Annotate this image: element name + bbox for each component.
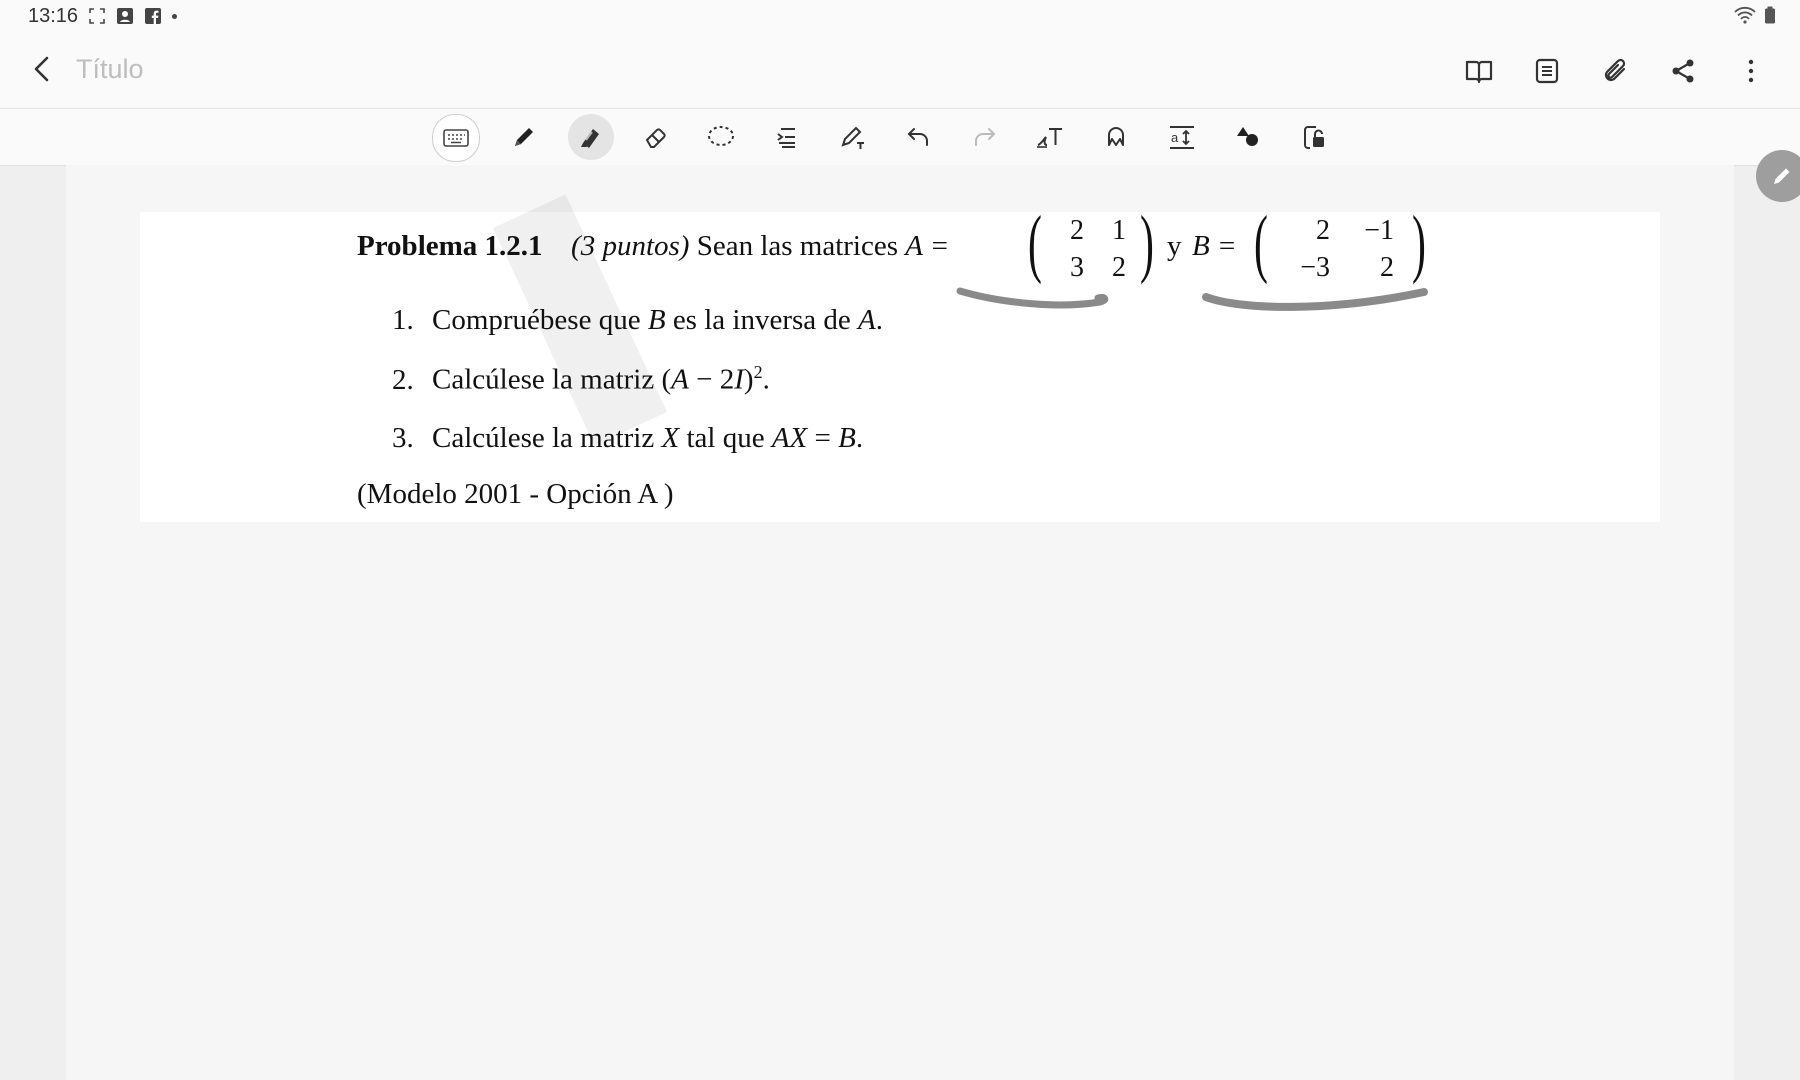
- item-text: es la inversa de: [665, 304, 859, 336]
- matrix-connector: y: [1167, 230, 1182, 262]
- matrix-b-cell: −3: [1300, 252, 1330, 283]
- list-item-3: [392, 422, 863, 455]
- book-view-icon: [1464, 56, 1494, 86]
- matrix-b-right-paren: ): [1412, 201, 1426, 285]
- eraser-icon: [642, 123, 670, 151]
- app-header: [0, 34, 1800, 108]
- pen-icon: [510, 123, 538, 151]
- book-view-button[interactable]: [1460, 52, 1498, 90]
- highlighter-icon: [577, 123, 605, 151]
- format-icon: [773, 123, 801, 151]
- svg-text:a: a: [1171, 130, 1179, 145]
- item-text: .: [762, 363, 770, 396]
- item-var: B: [647, 304, 666, 336]
- lock-icon: [1300, 123, 1328, 151]
- problem-title: Problema 1.2.1: [357, 230, 543, 262]
- page-list-button[interactable]: [1528, 52, 1566, 90]
- item-var: A: [858, 304, 876, 336]
- problem-statement: [357, 230, 949, 263]
- text-box-button[interactable]: [1159, 114, 1205, 160]
- format-tool-button[interactable]: [764, 114, 810, 160]
- status-time: 13:16: [28, 5, 79, 27]
- shape-icon: [1102, 123, 1130, 151]
- undo-icon: [905, 123, 933, 151]
- more-options-button[interactable]: [1732, 52, 1770, 90]
- matrix-b-cell: 2: [1316, 215, 1330, 246]
- problem-source: (Modelo 2001 - Opción A ): [357, 478, 674, 510]
- keyboard-tool-button[interactable]: [432, 114, 480, 162]
- lasso-tool-button[interactable]: [698, 114, 744, 160]
- pen-to-text-icon: [839, 123, 867, 151]
- item-var: I: [734, 363, 744, 396]
- facebook-icon: [144, 7, 162, 25]
- list-item-number: 1.: [392, 304, 414, 336]
- list-item-2: [392, 362, 770, 397]
- matrix-a-left-paren: (: [1028, 201, 1042, 285]
- item-var: B: [838, 422, 856, 454]
- lasso-icon: [706, 124, 736, 150]
- matrix-b-cell: 2: [1380, 252, 1394, 283]
- undo-button[interactable]: [896, 114, 942, 160]
- attach-button[interactable]: [1596, 52, 1634, 90]
- text-box-icon: [1167, 123, 1197, 151]
- matrix-b-left-paren: (: [1254, 201, 1268, 285]
- attach-icon: [1600, 56, 1630, 86]
- insert-shape-button[interactable]: [1225, 114, 1271, 160]
- item-text: − 2: [688, 363, 735, 396]
- shape-tool-button[interactable]: [1093, 114, 1139, 160]
- item-text: .: [875, 304, 883, 336]
- item-text: ): [743, 363, 754, 396]
- back-button[interactable]: [26, 52, 60, 86]
- matrix-a-cell: 2: [1112, 252, 1126, 283]
- title-input[interactable]: Título: [76, 54, 144, 84]
- more-icon: [1746, 56, 1756, 86]
- matrix-b-name: B =: [1192, 230, 1237, 262]
- matrix-a-name: A =: [905, 230, 950, 262]
- pen-tool-button[interactable]: [501, 114, 547, 160]
- problem-intro: Sean las matrices: [696, 230, 899, 262]
- item-var: A: [671, 363, 689, 396]
- battery-icon: [1764, 6, 1776, 24]
- matrix-a-right-paren: ): [1140, 201, 1154, 285]
- insert-shape-icon: [1234, 123, 1262, 151]
- floating-pen-button[interactable]: [1756, 150, 1800, 202]
- keyboard-icon: [443, 128, 469, 148]
- redo-button[interactable]: [961, 114, 1007, 160]
- list-item-number: 2.: [392, 363, 414, 396]
- matrix-b: [1254, 201, 1434, 290]
- highlighter-tool-button[interactable]: [568, 114, 614, 160]
- chevron-left-icon: [26, 52, 60, 86]
- matrix-a: [1028, 201, 1160, 290]
- contacts-icon: [116, 7, 134, 25]
- screenshot-icon: [88, 7, 106, 25]
- drawing-toolbar: [0, 108, 1800, 166]
- handwriting-icon: [1035, 123, 1065, 151]
- eraser-tool-button[interactable]: [633, 114, 679, 160]
- status-right-icons: [1734, 6, 1776, 24]
- pencil-icon: [1770, 164, 1794, 188]
- page-list-icon: [1532, 56, 1562, 86]
- item-var: X: [661, 422, 680, 454]
- wifi-icon: [1734, 6, 1756, 24]
- list-item-number: 3.: [392, 422, 414, 454]
- list-item-1: [392, 304, 883, 337]
- pen-to-text-button[interactable]: [830, 114, 876, 160]
- item-text: Calcúlese la matriz: [432, 422, 662, 454]
- item-text: Compruébese que: [432, 304, 648, 336]
- redo-icon: [970, 123, 998, 151]
- lock-tool-button[interactable]: [1291, 114, 1337, 160]
- item-text: =: [807, 422, 839, 454]
- matrix-a-cell: 2: [1070, 215, 1084, 246]
- share-icon: [1668, 56, 1698, 86]
- matrix-a-cell: 1: [1112, 215, 1126, 246]
- matrix-b-cell: −1: [1364, 215, 1394, 246]
- item-text: Calcúlese la matriz (: [432, 363, 672, 396]
- header-actions: [1460, 52, 1770, 90]
- item-text: .: [855, 422, 864, 454]
- item-text: tal que: [679, 422, 772, 454]
- handwriting-button[interactable]: [1027, 114, 1073, 160]
- item-var: AX: [771, 422, 808, 454]
- item-superscript: 2: [753, 362, 763, 382]
- dot-icon: [172, 14, 177, 19]
- status-icons: [88, 7, 177, 25]
- status-bar: [0, 0, 1800, 34]
- share-button[interactable]: [1664, 52, 1702, 90]
- matrix-a-cell: 3: [1070, 252, 1084, 283]
- problem-points: (3 puntos): [571, 230, 690, 262]
